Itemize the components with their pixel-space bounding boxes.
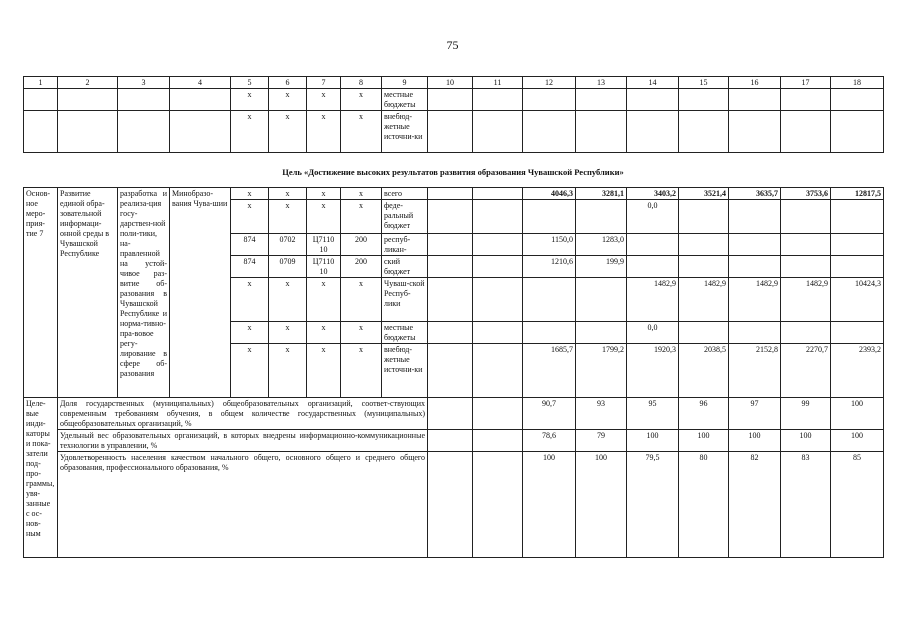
code-cell: x	[269, 322, 307, 344]
empty-cell	[58, 89, 118, 111]
finance-value	[523, 322, 576, 344]
indicator-value: 95	[627, 398, 679, 430]
empty-cell	[473, 430, 523, 452]
finance-value	[729, 322, 781, 344]
finance-value	[576, 322, 627, 344]
column-number: 7	[307, 77, 341, 89]
funding-source: местные бюджеты	[382, 322, 428, 344]
empty-cell	[428, 452, 473, 558]
empty-cell	[576, 89, 627, 111]
code-cell: x	[307, 89, 341, 111]
indicator-value: 99	[781, 398, 831, 430]
finance-value: 0,0	[627, 200, 679, 234]
finance-value: 1150,0	[523, 234, 576, 256]
finance-value	[781, 256, 831, 278]
finance-value	[781, 234, 831, 256]
empty-cell	[428, 430, 473, 452]
indicator-value: 90,7	[523, 398, 576, 430]
finance-value	[576, 278, 627, 322]
finance-value	[679, 322, 729, 344]
empty-cell	[781, 111, 831, 153]
empty-cell	[473, 322, 523, 344]
finance-value: 3521,4	[679, 188, 729, 200]
column-number: 4	[170, 77, 231, 89]
code-cell: x	[231, 344, 269, 398]
finance-value: 1283,0	[576, 234, 627, 256]
code-cell: 200	[341, 256, 382, 278]
finance-value	[679, 256, 729, 278]
funding-source: респуб-ликан-	[382, 234, 428, 256]
empty-cell	[781, 89, 831, 111]
code-cell: x	[231, 278, 269, 322]
empty-cell	[428, 188, 473, 200]
indicator-value: 100	[729, 430, 781, 452]
finance-value: 1482,9	[679, 278, 729, 322]
empty-cell	[428, 344, 473, 398]
event-name: Развитие единой обра-зовательной информаци-онной среды в Чувашской Республике	[58, 188, 118, 398]
indicator-value: 80	[679, 452, 729, 558]
finance-value: 10424,3	[831, 278, 884, 322]
finance-value: 1482,9	[627, 278, 679, 322]
empty-cell	[473, 188, 523, 200]
finance-value	[831, 322, 884, 344]
indicator-value: 100	[831, 398, 884, 430]
column-number-row	[24, 77, 884, 89]
column-number: 8	[341, 77, 382, 89]
indicator-value: 100	[781, 430, 831, 452]
empty-cell	[831, 89, 884, 111]
finance-value	[781, 200, 831, 234]
indicator-value: 100	[627, 430, 679, 452]
empty-cell	[118, 89, 170, 111]
funding-source: ский бюджет	[382, 256, 428, 278]
funding-source: внебюд-жетные источни-ки	[382, 344, 428, 398]
code-cell: x	[231, 200, 269, 234]
column-number: 10	[428, 77, 473, 89]
event-executor: Минобразо-вания Чува-шии	[170, 188, 231, 398]
goal-title: Цель «Достижение высоких результатов развития образования Чувашской Республики»	[282, 167, 624, 177]
indicator-value: 93	[576, 398, 627, 430]
finance-value	[679, 200, 729, 234]
finance-value	[729, 256, 781, 278]
finance-value: 199,9	[576, 256, 627, 278]
empty-cell	[679, 111, 729, 153]
code-cell: x	[341, 188, 382, 200]
code-cell: 0702	[269, 234, 307, 256]
indicator-value: 82	[729, 452, 781, 558]
empty-cell	[428, 398, 473, 430]
code-cell: Ц7110 10	[307, 234, 341, 256]
finance-value: 1482,9	[729, 278, 781, 322]
code-cell: x	[269, 111, 307, 153]
finance-value: 12817,5	[831, 188, 884, 200]
column-number: 3	[118, 77, 170, 89]
table-row	[24, 89, 884, 111]
main-table	[23, 187, 884, 558]
empty-cell	[473, 234, 523, 256]
code-cell: 200	[341, 234, 382, 256]
indicator-text: Удовлетворенность населения качеством начального общего, основного общего и среднего общего образования, профессионального образования, %	[58, 452, 428, 558]
finance-value: 1799,2	[576, 344, 627, 398]
empty-cell	[473, 200, 523, 234]
event-type: Основ-ное меро-прия-тие 7	[24, 188, 58, 398]
code-cell: x	[307, 188, 341, 200]
empty-cell	[473, 278, 523, 322]
finance-value: 4046,3	[523, 188, 576, 200]
indicator-row	[24, 398, 884, 430]
empty-cell	[428, 278, 473, 322]
empty-cell	[473, 256, 523, 278]
indicator-value: 79,5	[627, 452, 679, 558]
column-number: 2	[58, 77, 118, 89]
finance-value	[729, 234, 781, 256]
column-number: 17	[781, 77, 831, 89]
code-cell: x	[269, 344, 307, 398]
finance-value: 3753,6	[781, 188, 831, 200]
finance-value	[679, 234, 729, 256]
empty-cell	[627, 111, 679, 153]
indicator-text: Доля государственных (муниципальных) общеобразовательных организаций, соответ-ствующих современным требованиям обучения, в общем количестве государственных (муниципальных) общеобразовательных организаций, %	[58, 398, 428, 430]
funding-source: внебюд-жетные источни-ки	[382, 111, 428, 153]
empty-cell	[428, 111, 473, 153]
empty-cell	[473, 398, 523, 430]
indicator-value: 100	[523, 452, 576, 558]
finance-value	[523, 200, 576, 234]
code-cell: x	[269, 188, 307, 200]
finance-value: 1210,6	[523, 256, 576, 278]
indicator-value: 96	[679, 398, 729, 430]
empty-cell	[473, 344, 523, 398]
code-cell: x	[269, 89, 307, 111]
code-cell: 874	[231, 256, 269, 278]
code-cell: x	[269, 200, 307, 234]
indicators-label: Целе-вые инди-каторы и пока-затели под-про-граммы, увя-занные с ос-нов-ным	[24, 398, 58, 558]
code-cell: x	[307, 278, 341, 322]
empty-cell	[729, 89, 781, 111]
funding-source: Чуваш-ской Респуб-лики	[382, 278, 428, 322]
finance-value: 1685,7	[523, 344, 576, 398]
code-cell: Ц7110 10	[307, 256, 341, 278]
finance-value	[627, 256, 679, 278]
code-cell: x	[231, 322, 269, 344]
indicator-row	[24, 430, 884, 452]
finance-value	[831, 256, 884, 278]
indicator-text: Удельный вес образовательных организаций, в которых внедрены информационно-коммуникационные технологии в управлении, %	[58, 430, 428, 452]
empty-cell	[170, 111, 231, 153]
empty-cell	[170, 89, 231, 111]
empty-cell	[428, 256, 473, 278]
empty-cell	[428, 200, 473, 234]
finance-value: 3281,1	[576, 188, 627, 200]
column-number: 16	[729, 77, 781, 89]
finance-value: 3403,2	[627, 188, 679, 200]
empty-cell	[679, 89, 729, 111]
indicator-value: 78,6	[523, 430, 576, 452]
empty-cell	[729, 111, 781, 153]
code-cell: x	[341, 278, 382, 322]
column-number: 13	[576, 77, 627, 89]
code-cell: x	[231, 89, 269, 111]
empty-cell	[627, 89, 679, 111]
finance-value	[781, 322, 831, 344]
finance-value	[576, 200, 627, 234]
code-cell: x	[307, 344, 341, 398]
column-number: 11	[473, 77, 523, 89]
indicator-value: 79	[576, 430, 627, 452]
code-cell: x	[269, 278, 307, 322]
indicator-row	[24, 452, 884, 558]
finance-value	[831, 234, 884, 256]
empty-cell	[58, 111, 118, 153]
finance-value	[831, 200, 884, 234]
indicator-value: 100	[831, 430, 884, 452]
code-cell: x	[231, 111, 269, 153]
finance-value	[523, 278, 576, 322]
event-description: разработка и реализа-ция госу-дарствен-ной поли-тики, на-правленной на устой-чивое раз-витие об-разования в Чувашской Республике и норма-тивно-пра-вовое регу-лирование в сфере об-разования	[118, 188, 170, 398]
finance-value: 3635,7	[729, 188, 781, 200]
table-row	[24, 111, 884, 153]
empty-cell	[428, 234, 473, 256]
code-cell: x	[307, 200, 341, 234]
finance-value: 1482,9	[781, 278, 831, 322]
finance-value: 2393,2	[831, 344, 884, 398]
finance-value: 1920,3	[627, 344, 679, 398]
empty-cell	[523, 89, 576, 111]
finance-value: 2270,7	[781, 344, 831, 398]
empty-cell	[473, 452, 523, 558]
column-number: 6	[269, 77, 307, 89]
column-number: 15	[679, 77, 729, 89]
column-number: 9	[382, 77, 428, 89]
code-cell: x	[341, 89, 382, 111]
code-cell: x	[341, 322, 382, 344]
column-number: 5	[231, 77, 269, 89]
finance-value: 2152,8	[729, 344, 781, 398]
funding-source: феде-ральный бюджет	[382, 200, 428, 234]
column-number: 14	[627, 77, 679, 89]
indicator-value: 83	[781, 452, 831, 558]
finance-value	[729, 200, 781, 234]
code-cell: x	[307, 322, 341, 344]
code-cell: x	[307, 111, 341, 153]
empty-cell	[831, 111, 884, 153]
empty-cell	[473, 111, 523, 153]
code-cell: x	[341, 200, 382, 234]
column-number: 12	[523, 77, 576, 89]
page-number: 75	[446, 38, 459, 52]
empty-cell	[118, 111, 170, 153]
finance-value	[627, 234, 679, 256]
empty-cell	[24, 111, 58, 153]
code-cell: 874	[231, 234, 269, 256]
empty-cell	[428, 89, 473, 111]
finance-value: 2038,5	[679, 344, 729, 398]
indicator-value: 97	[729, 398, 781, 430]
funding-source: всего	[382, 188, 428, 200]
code-cell: x	[231, 188, 269, 200]
funding-source: местные бюджеты	[382, 89, 428, 111]
indicator-value: 100	[576, 452, 627, 558]
finance-row	[24, 188, 884, 200]
code-cell: 0709	[269, 256, 307, 278]
empty-cell	[576, 111, 627, 153]
indicator-value: 85	[831, 452, 884, 558]
column-number: 1	[24, 77, 58, 89]
column-number: 18	[831, 77, 884, 89]
empty-cell	[523, 111, 576, 153]
continuation-table	[23, 76, 884, 153]
empty-cell	[24, 89, 58, 111]
empty-cell	[428, 322, 473, 344]
indicator-value: 100	[679, 430, 729, 452]
empty-cell	[473, 89, 523, 111]
code-cell: x	[341, 344, 382, 398]
code-cell: x	[341, 111, 382, 153]
finance-value: 0,0	[627, 322, 679, 344]
